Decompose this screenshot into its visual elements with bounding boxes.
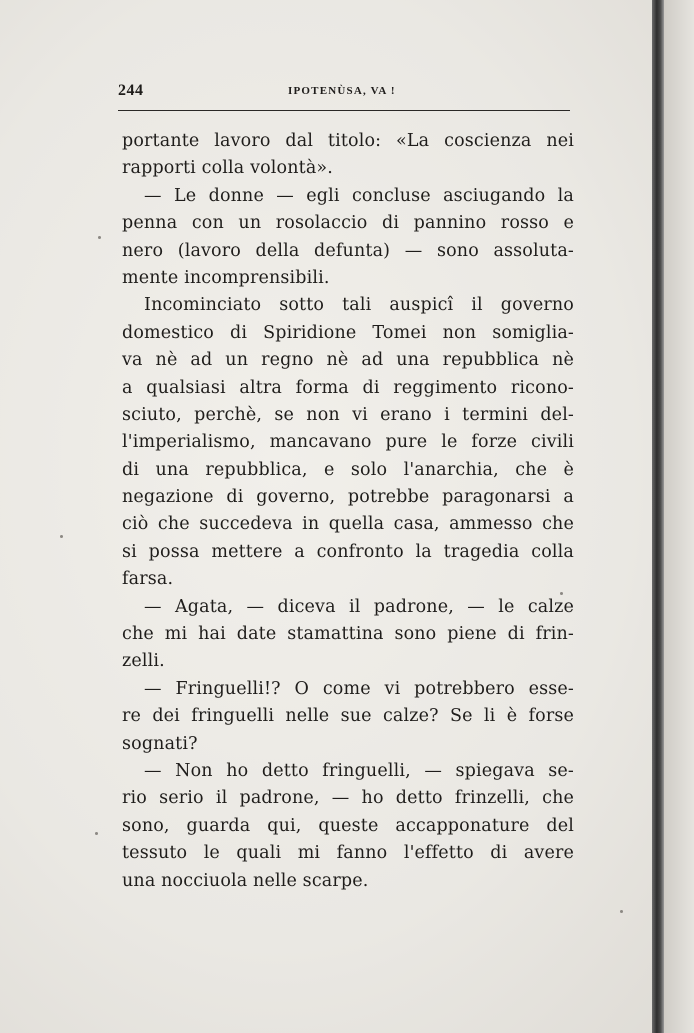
text-line: si possa mettere a confronto la tragedia colla [122,541,574,562]
paper-speck [560,592,563,595]
text-line: mente incomprensibili. [122,267,330,288]
text-line: va nè ad un regno nè ad una repubblica nè [122,350,574,371]
text-line: sognati? [122,733,198,754]
text-line: farsa. [122,569,174,590]
text-line: negazione di governo, potrebbe paragonarsi a [122,487,574,508]
text-line: domestico di Spiridione Tomei non somiglia- [122,322,574,343]
text-line: a qualsiasi altra forma di reggimento ricono- [122,377,574,398]
text-line: zelli. [122,651,165,672]
text-line: re dei fringuelli nelle sue calze? Se li è forse [122,706,574,727]
text-line: di una repubblica, e solo l'anarchia, che è [122,459,574,480]
text-line: Incominciato sotto tali auspicî il governo [144,295,574,316]
text-line: che mi hai date stamattina sono piene di frin- [122,624,574,645]
running-title: IPOTENÙSA, VA ! [288,85,396,97]
body-text [122,128,574,895]
paper-speck [60,535,63,538]
page-number: 244 [118,82,144,99]
text-line: sciuto, perchè, se non vi erano i termini del- [122,404,574,425]
text-line: tessuto le quali mi fanno l'effetto di avere [122,843,574,864]
text-line: — Fringuelli!? O come vi potrebbero esse- [144,678,574,699]
text-line: ciò che succedeva in quella casa, ammesso che [122,514,574,535]
text-line: sono, guarda qui, queste accapponature del [122,815,574,836]
text-line: — Non ho detto fringuelli, — spiegava se- [144,760,574,781]
book-spine-shadow [652,0,664,1033]
text-line: nero (lavoro della defunta) — sono assoluta- [122,240,574,261]
text-line: portante lavoro dal titolo: «La coscienza nei [122,131,574,151]
page-edge [664,0,694,1033]
paper-speck [95,832,98,835]
text-line: — Le donne — egli concluse asciugando la [144,185,574,206]
text-line: l'imperialismo, mancavano pure le forze civili [122,432,574,453]
text-line: rio serio il padrone, — ho detto frinzelli, che [122,788,574,809]
paper-speck [620,910,623,913]
page-header [118,80,570,106]
paper-speck [98,236,101,239]
text-line: una nocciuola nelle scarpe. [122,870,369,891]
header-rule [118,110,570,111]
text-line: — Agata, — diceva il padrone, — le calze [144,596,574,617]
text-line: rapporti colla volontà». [122,158,333,179]
text-line: penna con un rosolaccio di pannino rosso e [122,213,574,234]
